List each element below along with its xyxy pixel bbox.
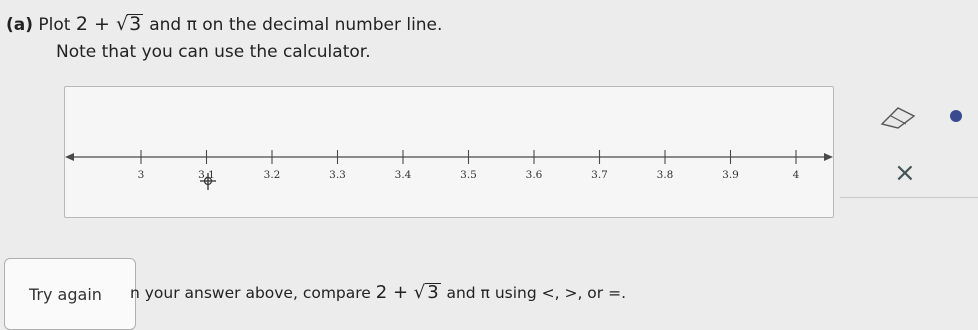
tick-label: 3.5 [460,169,477,181]
number-line-panel[interactable] [64,86,834,218]
compare-symbols: <, >, or =. [541,284,627,302]
number-line[interactable] [65,150,833,181]
tool-palette [850,94,978,209]
compare-prompt [130,282,626,303]
tick-label: 3.6 [525,169,543,181]
sqrt-radicand: 3 [129,13,142,35]
tick-label: 3.4 [394,169,412,181]
try-again-label: Try again [29,285,102,304]
expression-2-plus-root3: 2 + √3 [75,13,142,35]
tick-label: 3.2 [263,169,281,181]
question-middle: and [149,15,182,35]
tick-label: 3.9 [722,169,739,181]
compare-middle: and π using [446,284,537,302]
compare-prefix: n your answer above, compare [130,284,371,302]
sqrt-symbol: √ [115,13,129,35]
try-again-button[interactable] [4,258,136,330]
tick-label: 3.3 [329,169,346,181]
compare-expression: 2 + √ 3 [375,282,439,303]
tick-label: 3 [137,169,145,181]
tick-label: 3.1 [198,169,215,181]
part-label: (a) [6,15,34,35]
question-suffix: on the decimal number line. [202,15,443,35]
tick-label: 3.7 [591,169,608,181]
question-line [6,12,442,38]
tick-label: 4 [792,169,800,181]
eraser-icon[interactable] [878,104,918,130]
left-arrow-icon [65,153,74,161]
number-line-svg[interactable] [65,87,833,217]
calculator-note: Note that you can use the calculator. [56,42,371,62]
tick-label: 3.8 [656,169,674,181]
question-prefix: Plot [38,15,71,35]
sqrt-radicand: 3 [427,282,439,303]
right-arrow-icon [824,153,833,161]
sqrt-symbol: √ [413,282,426,303]
point-icon[interactable] [950,110,962,122]
close-icon[interactable]: × [894,158,916,188]
tool-divider [840,197,978,198]
pi-symbol: π [186,15,197,35]
